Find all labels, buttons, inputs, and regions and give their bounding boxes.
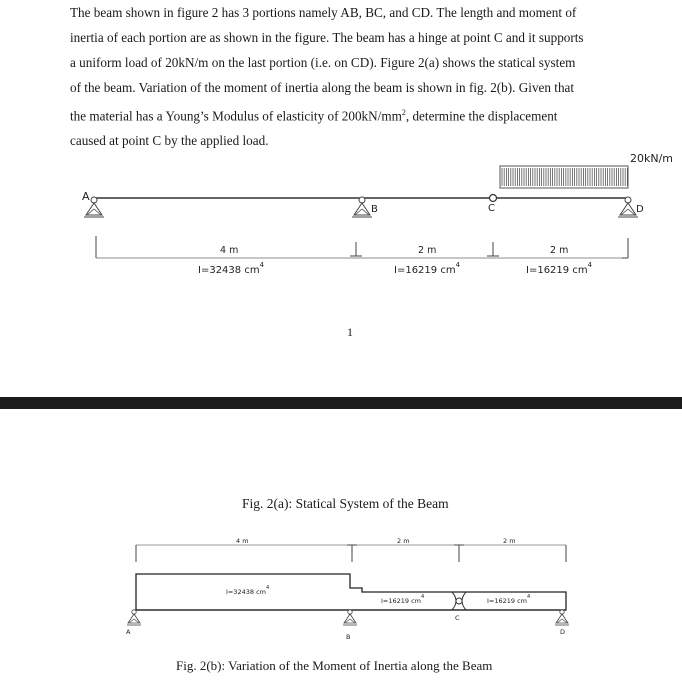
problem-line-5-tail: , determine the displacement bbox=[405, 108, 558, 124]
support-b-icon-b bbox=[343, 610, 357, 625]
span-bc-inertia-exp: 4 bbox=[455, 261, 461, 269]
problem-line-1: The beam shown in figure 2 has 3 portions namely AB, BC, and CD. The length and moment of bbox=[70, 5, 577, 20]
support-b-icon bbox=[352, 197, 372, 217]
span-cd-inertia-b-value: I=16219 cm bbox=[487, 597, 528, 605]
span-ab-inertia-b-exp: 4 bbox=[266, 585, 270, 591]
span-cd-inertia-b-exp: 4 bbox=[527, 594, 531, 600]
span-cd-inertia-exp: 4 bbox=[587, 261, 593, 269]
problem-line-4: of the beam. Variation of the moment of inertia along the beam is shown in fig. 2(b). Given that bbox=[70, 80, 575, 95]
span-cd-inertia bbox=[526, 261, 593, 276]
span-ab-inertia bbox=[198, 261, 265, 276]
point-a-label: A bbox=[82, 190, 90, 203]
span-bc-length-b: 2 m bbox=[397, 537, 410, 545]
problem-line-5-head: the material has a Young’s Modulus of elasticity of 200kN/mm bbox=[70, 108, 402, 124]
span-ab-length-b: 4 m bbox=[236, 537, 249, 545]
point-d-label: D bbox=[636, 204, 644, 215]
span-bc-inertia-value: I=16219 cm bbox=[394, 265, 456, 276]
support-a-icon-b bbox=[127, 610, 141, 625]
point-b-label-b: B bbox=[346, 633, 351, 641]
span-ab-inertia-exp: 4 bbox=[259, 261, 265, 269]
span-bc-inertia-b-exp: 4 bbox=[421, 594, 425, 600]
problem-line-2: inertia of each portion are as shown in the figure. The beam has a hinge at point C and it supports bbox=[70, 30, 584, 45]
point-a-label-b: A bbox=[126, 628, 131, 636]
span-bc-inertia bbox=[394, 261, 461, 276]
problem-line-3: a uniform load of 20kN/m on the last portion (i.e. on CD). Figure 2(a) shows the statical system bbox=[70, 55, 576, 70]
point-d-label-b: D bbox=[560, 628, 566, 636]
span-bc-length: 2 m bbox=[418, 245, 437, 256]
units-superscript: 2 bbox=[401, 108, 406, 117]
load-label: 20kN/m bbox=[630, 152, 674, 165]
span-cd-inertia-value: I=16219 cm bbox=[526, 265, 588, 276]
fig-2b-caption: Fig. 2(b): Variation of the Moment of Inertia along the Beam bbox=[176, 658, 493, 673]
point-b-label: B bbox=[371, 204, 378, 215]
point-c-label: C bbox=[488, 203, 495, 214]
figure-2b bbox=[126, 496, 569, 673]
page-number: 1 bbox=[347, 325, 353, 339]
problem-line-6: caused at point C by the applied load. bbox=[70, 133, 269, 149]
span-bc-inertia-b-value: I=16219 cm bbox=[381, 597, 422, 605]
support-d-icon bbox=[618, 197, 638, 217]
figure-2a bbox=[82, 152, 673, 339]
span-ab-inertia-value: I=32438 cm bbox=[198, 265, 260, 276]
span-ab-length: 4 m bbox=[220, 245, 239, 256]
support-d-icon-b bbox=[555, 610, 569, 625]
fig-2a-caption: Fig. 2(a): Statical System of the Beam bbox=[242, 496, 449, 511]
point-c-label-b: C bbox=[455, 614, 460, 622]
hinge-c-icon-b bbox=[456, 598, 462, 604]
span-cd-length-b: 2 m bbox=[503, 537, 516, 545]
span-ab-inertia-b-value: I=32438 cm bbox=[226, 588, 267, 596]
separator-bar bbox=[0, 397, 682, 409]
span-cd-length: 2 m bbox=[550, 245, 569, 256]
distributed-load bbox=[500, 166, 628, 188]
hinge-c-icon bbox=[490, 195, 497, 202]
